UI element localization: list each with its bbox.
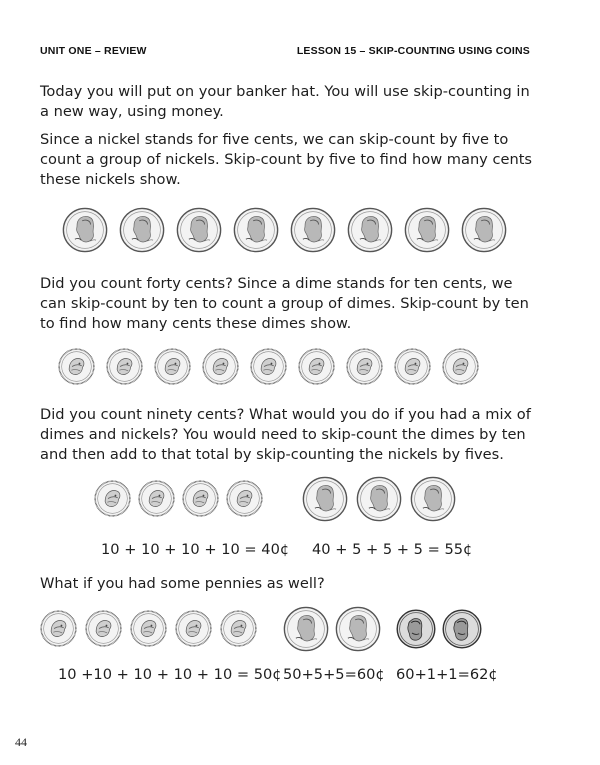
final-nickels-equation: 50+5+5=60¢ [283,666,385,683]
nickels-paragraph: Since a nickel stands for five cents, we can skip-count by five to count a group of nickels. Skip-count by five to find how many cents these nickels show. [40,131,533,188]
final-dimes-coin-row [40,610,257,651]
nickel-coin-icon [119,207,165,257]
dime-coin-icon [58,348,95,389]
dimes-paragraph: Did you count forty cents? Since a dime stands for ten cents, we can skip-count by ten to count a group of dimes. Skip-count by ten to find how many cents these dimes show. [40,275,529,332]
nickel-coin-icon [347,207,393,257]
dime-coin-icon [138,480,175,521]
dime-coin-icon [106,348,143,389]
final-pennies-equation: 60+1+1=62¢ [396,666,498,683]
nickel-coin-icon [410,476,456,526]
intro-paragraph: Today you will put on your banker hat. You will use skip-counting in a new way, using money. [40,83,530,120]
nickel-coin-icon [356,476,402,526]
dime-coin-icon [130,610,167,651]
dime-coin-icon [220,610,257,651]
nickel-coin-icon [283,606,329,656]
mix-dimes-equation: 10 + 10 + 10 + 10 = 40¢ [101,541,290,558]
mix-dimes-coin-row [94,480,263,521]
dime-coin-icon [85,610,122,651]
nickel-coin-icon [290,207,336,257]
pennies-paragraph: What if you had some pennies as well? [40,575,325,592]
mix-nickels-equation: 40 + 5 + 5 + 5 = 55¢ [312,541,473,558]
dime-coin-icon [40,610,77,651]
dime-coin-icon [226,480,263,521]
dime-coin-icon [346,348,383,389]
nickel-coin-icon [233,207,279,257]
mix-paragraph: Did you count ninety cents? What would you do if you had a mix of dimes and nickels? You would need to skip-count the dimes by ten and then add to that total by skip-counting the nickels by fives. [40,406,531,463]
nickel-coin-icon [62,207,108,257]
final-nickels-coin-row [283,606,381,656]
dime-coin-icon [154,348,191,389]
final-dimes-equation: 10 +10 + 10 + 10 + 10 = 50¢ [58,666,282,683]
nickel-coin-icon [404,207,450,257]
lesson-header: LESSON 15 – SKIP-COUNTING USING COINS [296,45,530,57]
dime-coin-icon [202,348,239,389]
dime-coin-icon [182,480,219,521]
dime-coin-icon [94,480,131,521]
dime-coin-icon [442,348,479,389]
dime-coin-icon [394,348,431,389]
final-pennies-coin-row [396,609,482,653]
nickel-coin-icon [335,606,381,656]
page-number: 44 [15,735,27,749]
nickel-coin-icon [461,207,507,257]
nickel-coin-icon [176,207,222,257]
nickels-coin-row [62,207,507,257]
dimes-coin-row [58,348,479,389]
dime-coin-icon [250,348,287,389]
mix-nickels-coin-row [302,476,456,526]
dime-coin-icon [175,610,212,651]
dime-coin-icon [298,348,335,389]
penny-coin-icon [396,609,436,653]
penny-coin-icon [442,609,482,653]
unit-header: UNIT ONE – REVIEW [40,45,147,57]
nickel-coin-icon [302,476,348,526]
